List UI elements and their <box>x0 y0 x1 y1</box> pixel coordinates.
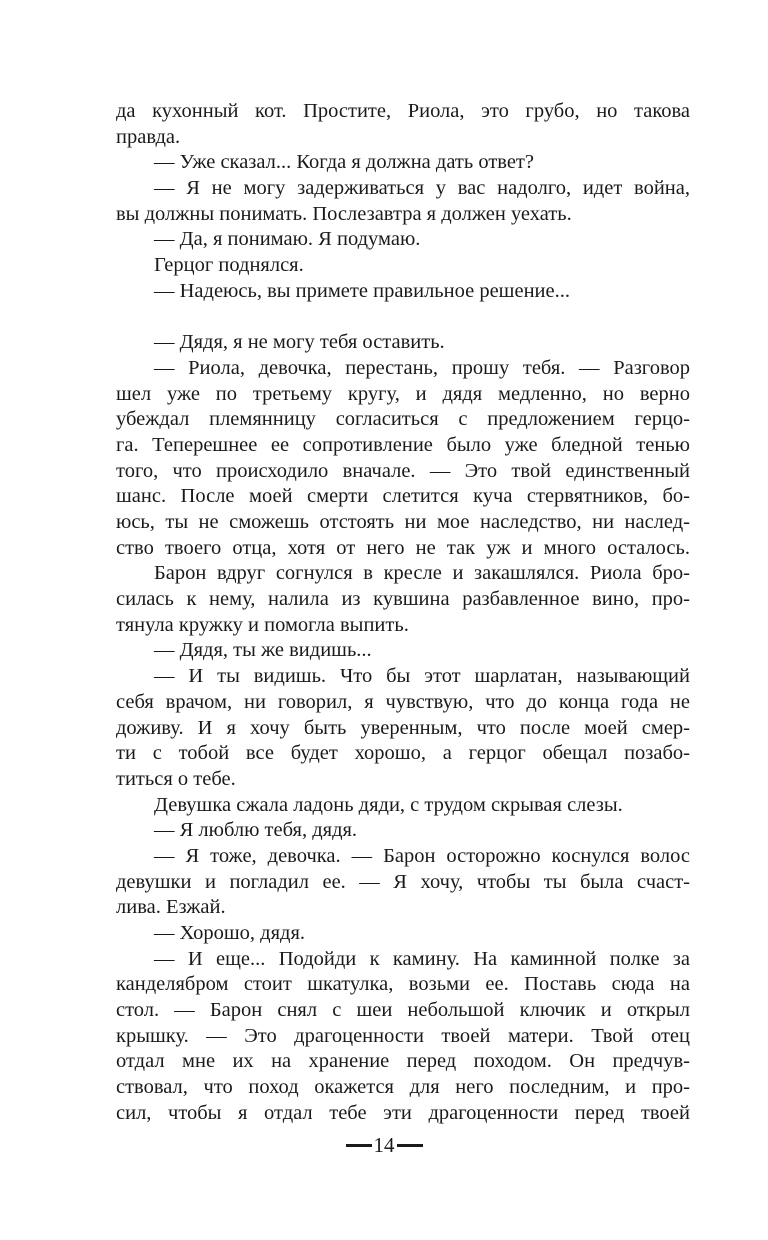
text-line: ти с тобой все будет хорошо, а герцог обещал позабо- <box>116 742 690 765</box>
section-break <box>116 305 690 331</box>
text-line: — Я люблю тебя, дядя. <box>154 819 358 842</box>
text-line: да кухонный кот. Простите, Риола, это грубо, но такова <box>116 100 690 122</box>
text-line: стол. — Барон снял с шеи небольшой ключик и открыл <box>116 999 690 1022</box>
text-line: правда. <box>116 125 181 148</box>
text-line: — Риола, девочка, перестань, прошу тебя. — Разговор <box>154 356 690 379</box>
text-line: себя врачом, ни говорил, я чувствую, что до конца года не <box>116 690 690 713</box>
text-line: тянула кружку и помогла выпить. <box>116 613 409 636</box>
text-line: сил, чтобы я отдал тебе эти драгоценности перед твоей <box>116 1101 690 1124</box>
text-line: га. Теперешнее ее сопротивление было уже бледной тенью <box>116 433 690 456</box>
folio-dash-right <box>397 1144 423 1147</box>
page-number-value: 14 <box>373 1133 395 1157</box>
text-line: Барон вдруг согнулся в кресле и закашлялся. Риола бро- <box>154 562 690 585</box>
text-line: шел уже по третьему кругу, и дядя медленно, но верно <box>116 382 690 405</box>
text-line: лива. Езжай. <box>116 896 226 919</box>
text-line: вы должны понимать. Послезавтра я должен уехать. <box>116 202 572 225</box>
text-line: — Да, я понимаю. Я подумаю. <box>154 228 421 251</box>
text-line: — Уже сказал... Когда я должна дать ответ? <box>154 151 534 174</box>
text-line: убеждал племянницу согласиться с предложением герцо- <box>116 408 690 431</box>
text-line: — Дядя, я не могу тебя оставить. <box>154 331 445 354</box>
folio-dash-left <box>346 1144 372 1147</box>
text-line: Герцог поднялся. <box>154 254 304 277</box>
text-line: — И ты видишь. Что бы этот шарлатан, называющий <box>154 665 690 688</box>
text-line: отдал мне их на хранение перед походом. Он предчув- <box>116 1050 690 1073</box>
text-line: — Надеюсь, вы примете правильное решение... <box>154 279 570 302</box>
body-text <box>116 99 690 1127</box>
text-line: — Я тоже, девочка. — Барон осторожно коснулся волос <box>154 844 690 867</box>
text-line: — И еще... Подойди к камину. На каминной полке за <box>154 947 690 970</box>
text-line: силась к нему, налила из кувшина разбавленное вино, про- <box>116 588 690 611</box>
text-line: того, что происходило вначале. — Это твой единственный <box>116 459 690 482</box>
page-number <box>0 1133 768 1158</box>
text-line: — Я не могу задерживаться у вас надолго, идет война, <box>154 177 690 200</box>
text-line: — Хорошо, дядя. <box>154 922 306 944</box>
text-line: канделябром стоит шкатулка, возьми ее. Поставь сюда на <box>116 973 690 996</box>
text-line: — Дядя, ты же видишь... <box>154 639 372 662</box>
text-line: ство твоего отца, хотя от него не так уж и много осталось. <box>116 536 690 559</box>
text-line: ствовал, что поход окажется для него последним, и про- <box>116 1076 690 1099</box>
text-line: титься о тебе. <box>116 767 236 790</box>
text-line: доживу. И я хочу быть уверенным, что после моей смер- <box>116 716 690 739</box>
text-line: шанс. После моей смерти слетится куча стервятников, бо- <box>116 485 690 508</box>
text-line: девушки и погладил ее. — Я хочу, чтобы ты была счаст- <box>116 870 690 893</box>
text-line: Девушка сжала ладонь дяди, с трудом скрывая слезы. <box>154 793 623 816</box>
text-line: юсь, ты не сможешь отстоять ни мое наследство, ни наслед- <box>116 511 690 533</box>
text-line: крышку. — Это драгоценности твоей матери. Твой отец <box>116 1024 690 1047</box>
